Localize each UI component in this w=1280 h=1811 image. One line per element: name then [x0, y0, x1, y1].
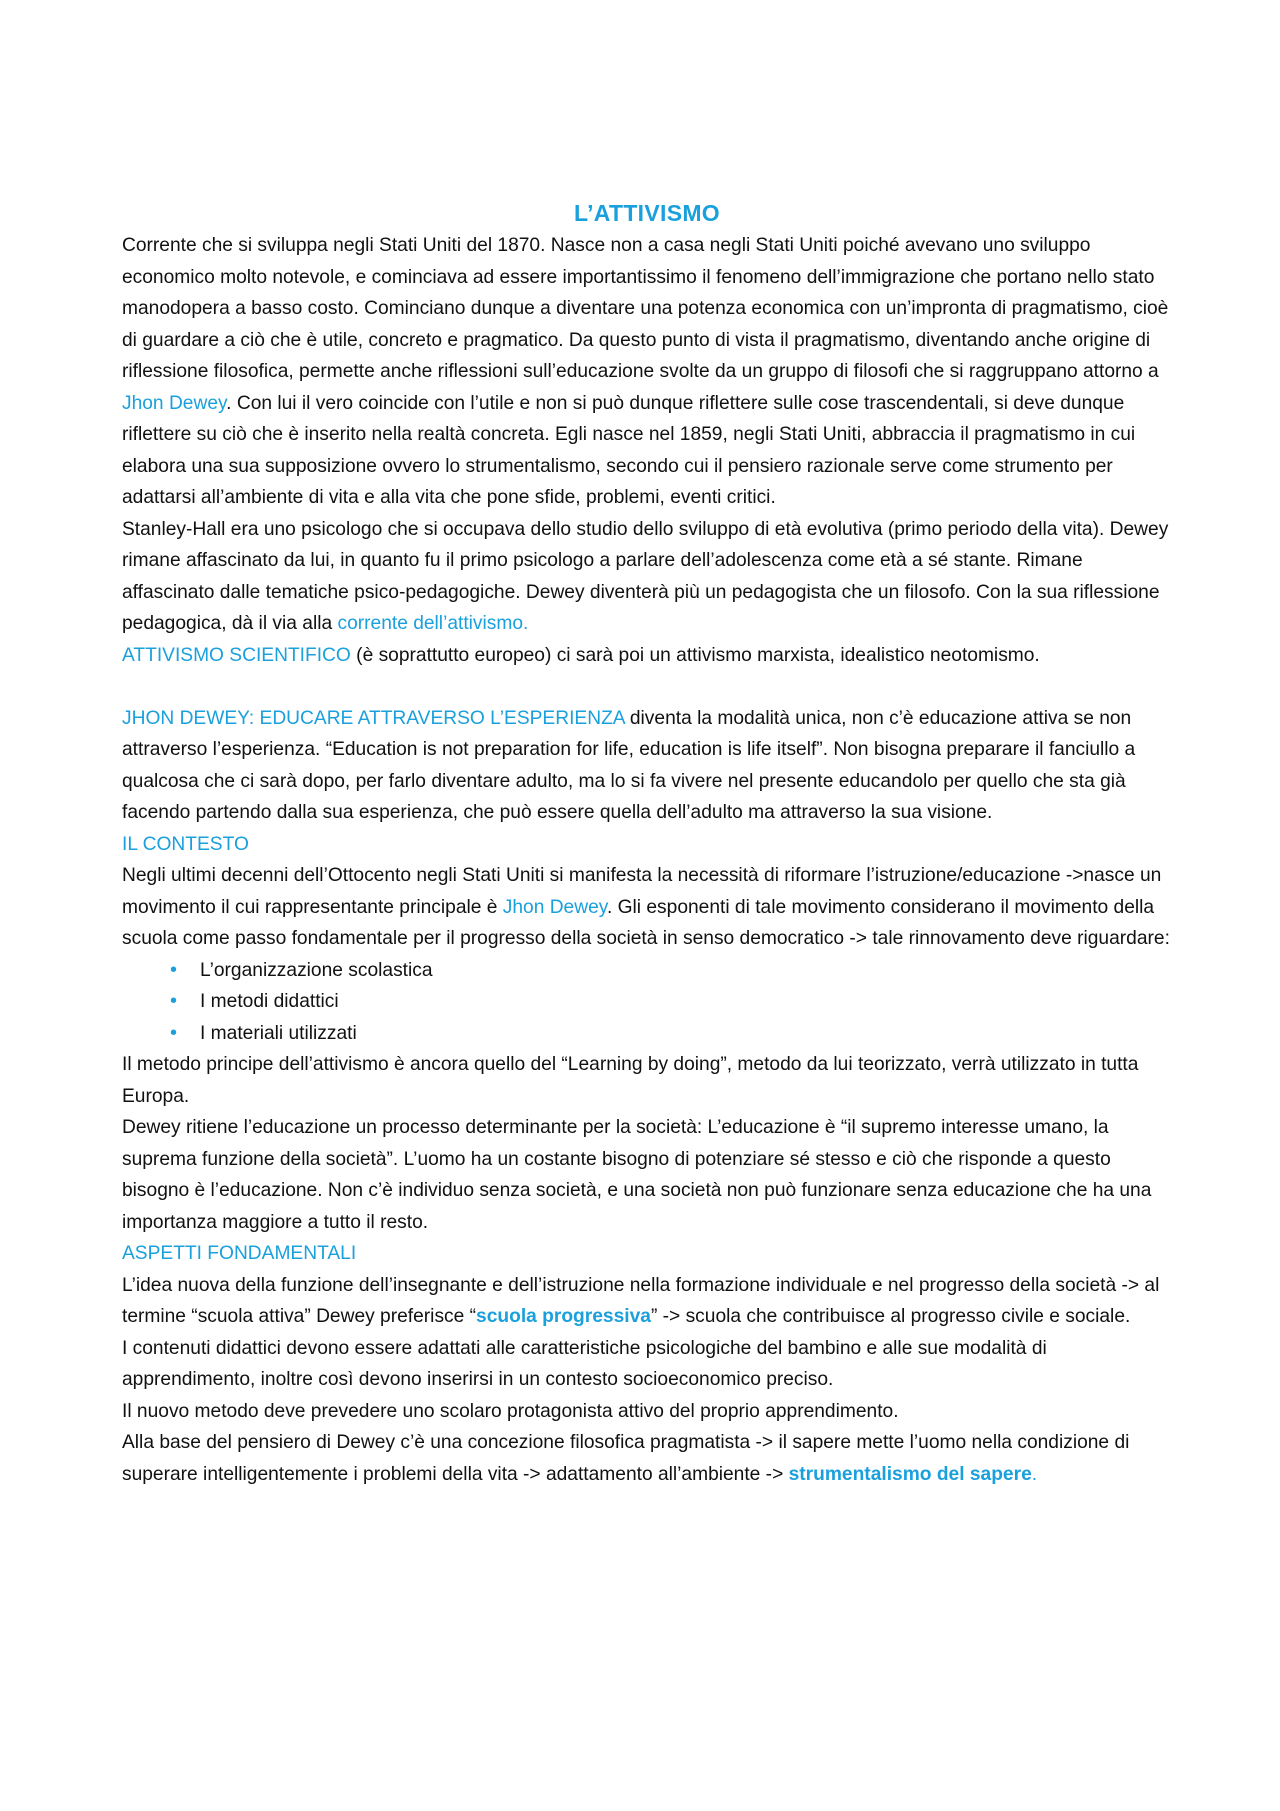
document-page [122, 196, 1172, 1490]
stanley-hall-text: Stanley-Hall era uno psicologo che si occupava dello studio dello sviluppo di età evolutiva (primo periodo della vita). Dewey rimane affascinato da lui, in quanto fu il primo psicologo a parlare dell’adolescenza come età a sé stante. Rimane affascinato dalle tematiche psico-pedagogiche. Dewey diventerà più un pedagogista che un filosofo. Con la sua riflessione pedagogica, dà il via alla [122, 518, 1169, 634]
context-paragraph [122, 860, 1172, 955]
stanley-hall-paragraph [122, 514, 1172, 640]
attivismo-scientifico-label: ATTIVISMO SCIENTIFICO [122, 644, 351, 666]
dewey-heading: JHON DEWEY: EDUCARE ATTRAVERSO L’ESPERIENZA [122, 707, 625, 729]
document-title: L’ATTIVISMO [574, 200, 720, 226]
aspects-text-a: L’idea nuova della funzione dell’insegnante e dell’istruzione nella formazione individuale e nel progresso della società -> al termine “scuola attiva” Dewey preferisce “ [122, 1274, 1160, 1327]
intro-text-b: . Con lui il vero coincide con l’utile e non si può dunque riflettere sulle cose trascendentali, si deve dunque riflettere su ciò che è inserito nella realtà concreta. Egli nasce nel 1859, negli Stati Uniti, abbraccia il pragmatismo in cui elabora una sua supposizione ovvero lo strumentalismo, secondo cui il pensiero razionale serve come strumento per adattarsi all’ambiente di vita e alla vita che pone sfide, problemi, eventi critici. [122, 392, 1136, 508]
society-paragraph: Dewey ritiene l’educazione un processo determinante per la società: L’educazione è “il supremo interesse umano, la suprema funzione della società”. L’uomo ha un costante bisogno di potenziare sé stesso e ciò che risponde a questo bisogno è l’educazione. Non c’è individuo senza società, e una società non può funzionare senza educazione che ha una importanza maggiore a tutto il resto. [122, 1117, 1152, 1233]
attivismo-highlight: corrente dell’attivismo. [337, 613, 529, 634]
bullet-icon: • [170, 958, 178, 981]
aspects-heading: ASPETTI FONDAMENTALI [122, 1243, 357, 1264]
aspects-paragraph-3: Il nuovo metodo deve prevedere uno scolaro protagonista attivo del proprio apprendimento. [122, 1400, 899, 1422]
list-item [170, 986, 1172, 1018]
reform-list [122, 955, 1172, 1050]
blank-line [122, 671, 1172, 703]
dewey-highlight: Jhon Dewey [122, 392, 227, 414]
scuola-progressiva-highlight: scuola progressiva [476, 1306, 651, 1327]
list-item [170, 1018, 1172, 1050]
aspects-text-d: . [1031, 1463, 1038, 1485]
aspects-paragraph-1 [122, 1270, 1172, 1333]
aspects-text-c: Alla base del pensiero di Dewey c’è una concezione filosofica pragmatista -> il sapere mette l’uomo nella condizione di superare intelligentemente i problemi della vita -> adattamento all’ambiente -> [122, 1432, 1130, 1485]
context-heading: IL CONTESTO [122, 833, 249, 855]
bullet-icon: • [170, 990, 178, 1012]
aspects-paragraph-4 [122, 1427, 1172, 1490]
intro-paragraph [122, 230, 1172, 514]
list-item-text: L’organizzazione scolastica [200, 959, 433, 981]
strumentalismo-highlight: strumentalismo del sapere [788, 1463, 1032, 1485]
aspects-text-b: ” -> scuola che contribuisce al progresso civile e sociale. [650, 1306, 1131, 1327]
list-item [170, 955, 1172, 987]
dewey-paragraph [122, 703, 1172, 829]
attivismo-scientifico-text: (è soprattutto europeo) ci sarà poi un attivismo marxista, idealistico neotomismo. [350, 644, 1040, 666]
list-item-text: I metodi didattici [200, 991, 339, 1012]
aspects-paragraph-2: I contenuti didattici devono essere adattati alle caratteristiche psicologiche del bambino e alle sue modalità di apprendimento, inoltre così devono inserirsi in un contesto socioeconomico preciso. [122, 1337, 1047, 1390]
intro-text-a: Corrente che si sviluppa negli Stati Uniti del 1870. Nasce non a casa negli Stati Uniti poiché avevano uno sviluppo economico molto notevole, e cominciava ad essere importantissimo il fenomeno dell’immigrazione che portano nello stato manodopera a basso costo. Cominciano dunque a diventare una potenza economica con un’impronta di pragmatismo, cioè di guardare a ciò che è utile, concreto e pragmatico. Da questo punto di vista il pragmatismo, diventando anche origine di riflessione filosofica, permette anche riflessioni sull’educazione svolte da un gruppo di filosofi che si raggruppano attorno a [122, 235, 1169, 382]
dewey-text: diventa la modalità unica, non c’è educazione attiva se non attraverso l’esperienza. “Education is not preparation for life, education is life itself”. Non bisogna preparare il fanciullo a qualcosa che ci sarà dopo, per farlo diventare adulto, ma lo si fa vivere nel presente educandolo per quello che sta già facendo partendo dalla sua esperienza, che può essere quella dell’adulto ma attraverso la sua visione. [122, 707, 1136, 823]
context-text-a: Negli ultimi decenni dell’Ottocento negli Stati Uniti si manifesta la necessità di riformare l’istruzione/educazione ->nasce un movimento il cui rappresentante principale è [122, 865, 1162, 918]
bullet-icon: • [170, 1021, 178, 1044]
method-paragraph: Il metodo principe dell’attivismo è ancora quello del “Learning by doing”, metodo da lui teorizzato, verrà utilizzato in tutta Europa. [122, 1054, 1139, 1107]
list-item-text: I materiali utilizzati [200, 1022, 357, 1044]
context-text-b: . Gli esponenti di tale movimento considerano il movimento della scuola come passo fondamentale per il progresso della società in senso democratico -> tale rinnovamento deve riguardare: [122, 896, 1170, 949]
attivismo-scientifico-paragraph [122, 640, 1172, 672]
context-dewey-highlight: Jhon Dewey [502, 896, 607, 918]
